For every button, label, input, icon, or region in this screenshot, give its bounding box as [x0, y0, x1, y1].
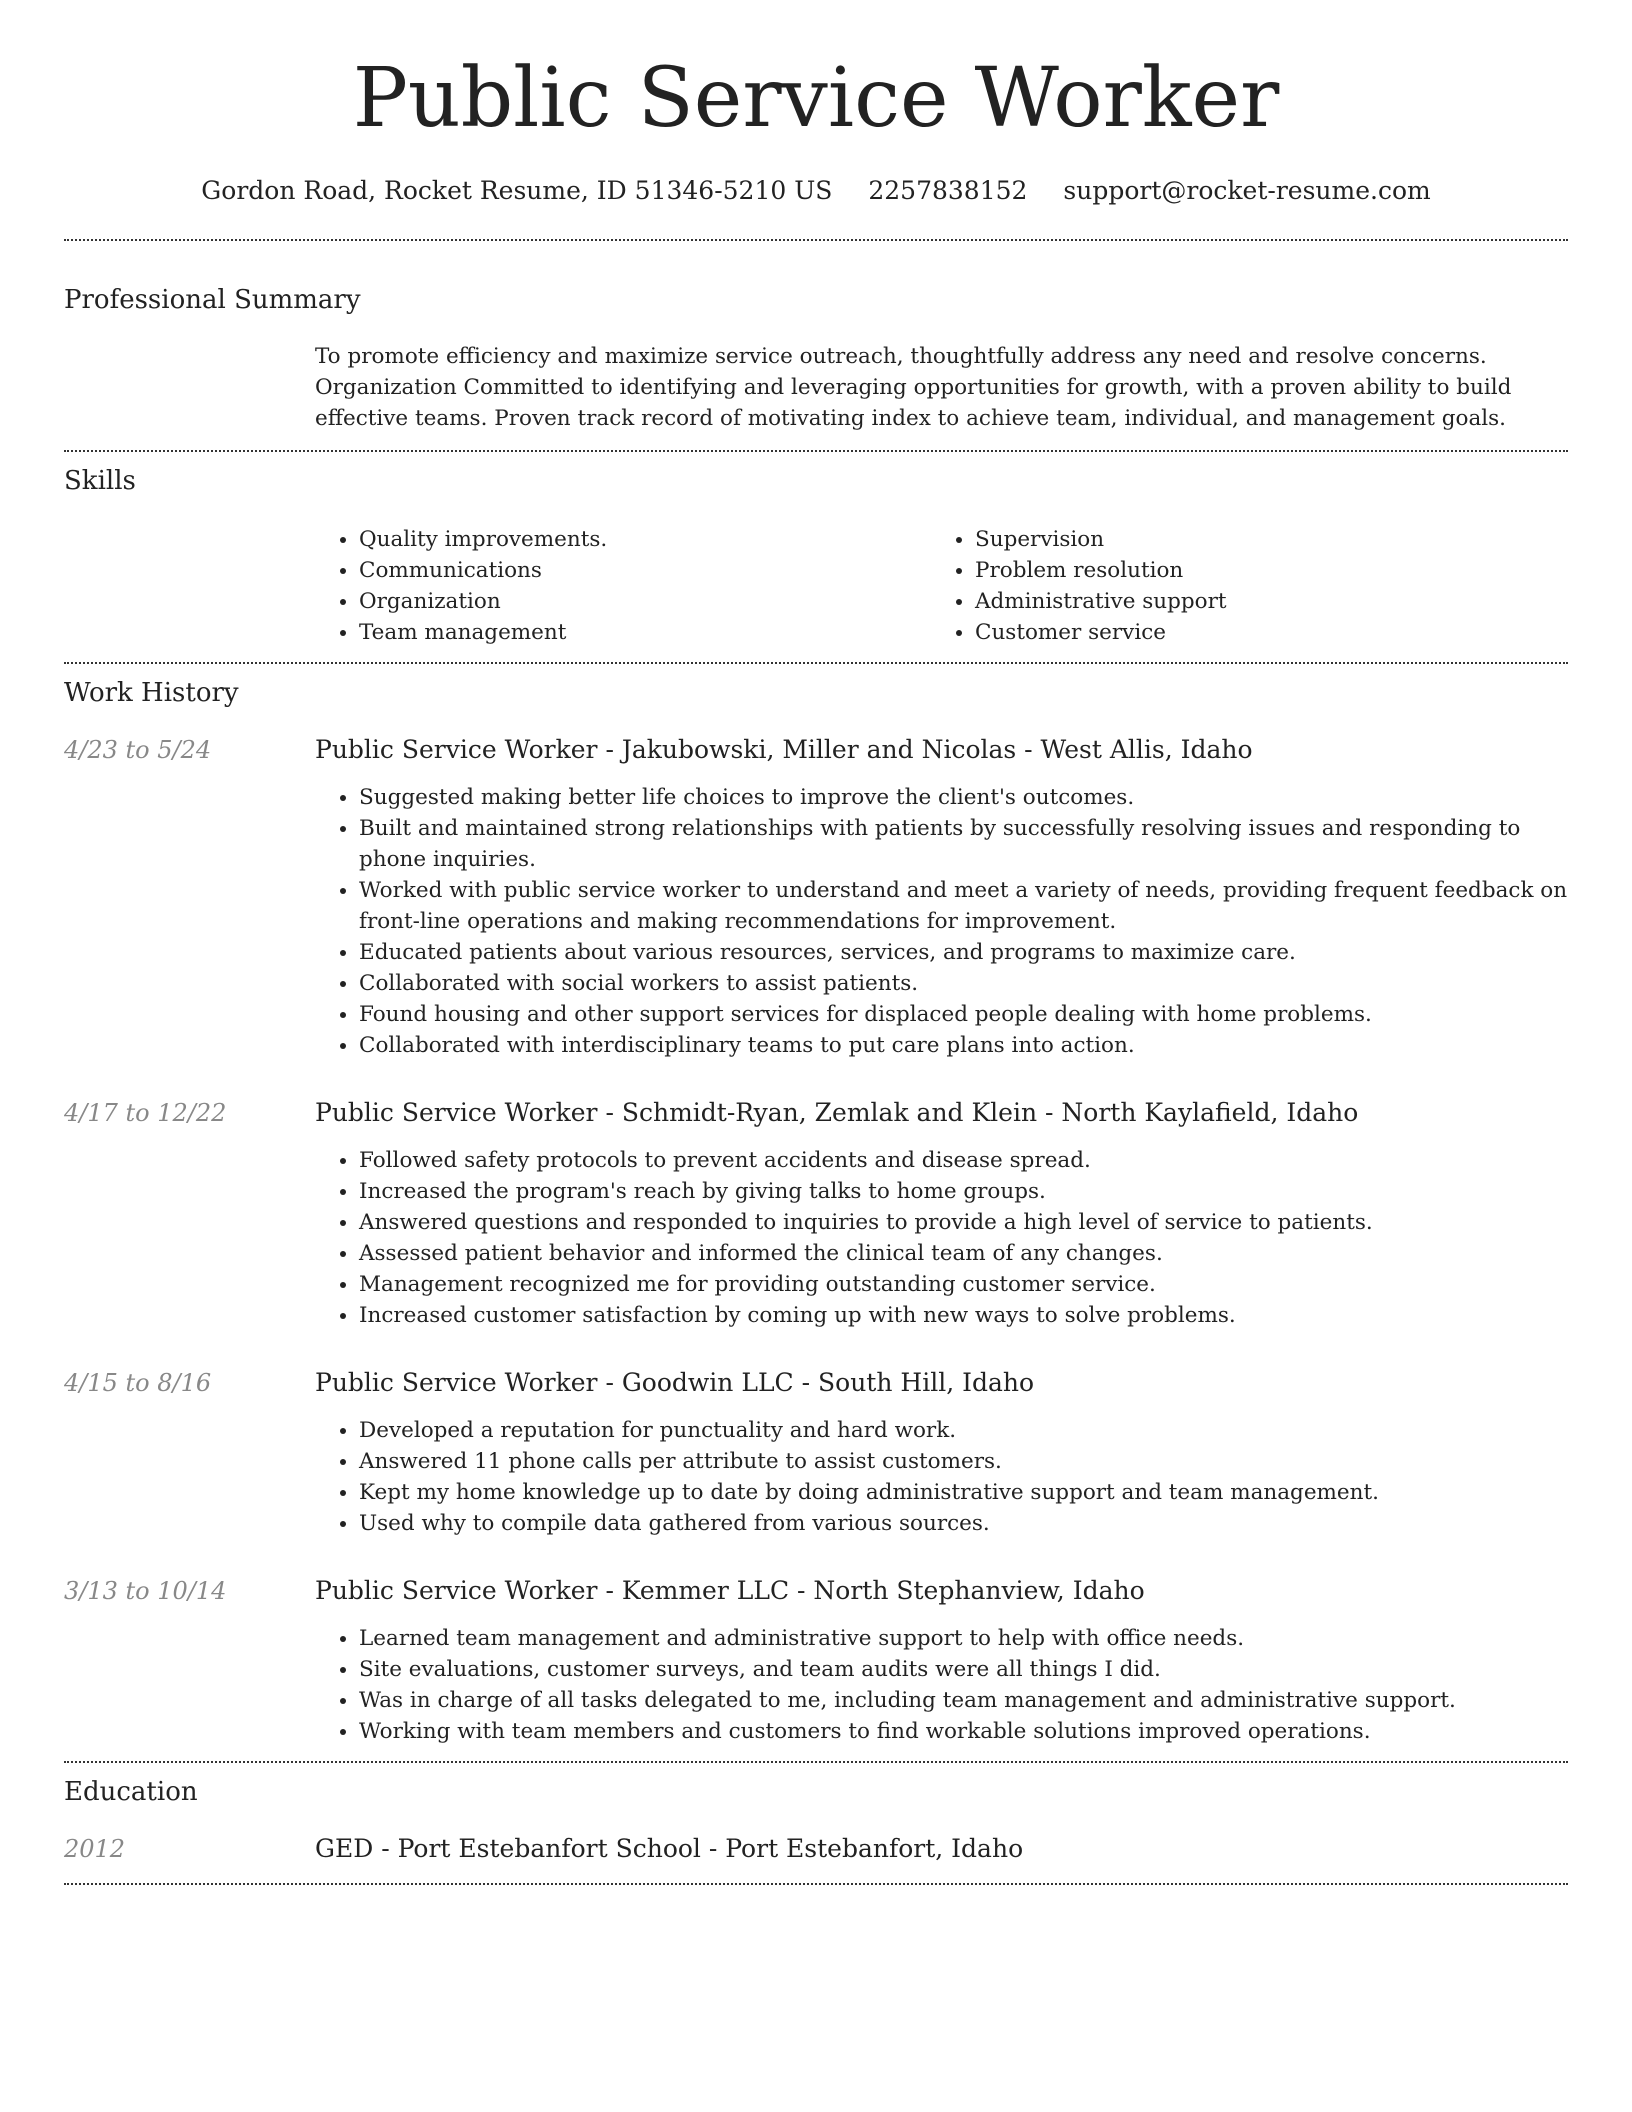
divider [64, 662, 1568, 664]
education-entry [64, 1833, 1568, 1883]
job-title: Public Service Worker - Jakubowski, Miller and Nicolas - West Allis, Idaho [315, 735, 1253, 764]
job-entry [64, 1097, 1568, 1331]
job-bullet: • Was in charge of all tasks delegated to me, including team management and administrative support. [359, 1685, 1568, 1716]
education-section [64, 1777, 1568, 1883]
education-date: 2012 [64, 1835, 126, 1863]
job-date: 4/23 to 5/24 [64, 736, 212, 764]
divider [64, 1761, 1568, 1763]
job-bullet: • Built and maintained strong relationships with patients by successfully resolving issues and responding to phone inquiries. [359, 813, 1568, 875]
job-bullet: • Site evaluations, customer surveys, and team audits were all things I did. [359, 1654, 1568, 1685]
job-bullet: • Collaborated with interdisciplinary teams to put care plans into action. [359, 1030, 1568, 1061]
job-date: 3/13 to 10/14 [64, 1577, 227, 1605]
job-bullet: • Worked with public service worker to understand and meet a variety of needs, providing frequent feedback on front-line operations and making recommendations for improvement. [359, 875, 1568, 937]
job-bullet: • Followed safety protocols to prevent accidents and disease spread. [359, 1145, 1568, 1176]
candidate-name: Public Service Worker [352, 51, 1280, 146]
skills-column-right [931, 524, 1547, 648]
section-title-skills: Skills [64, 466, 136, 496]
education-title: GED - Port Estebanfort School - Port Estebanfort, Idaho [315, 1834, 1024, 1863]
skill-item: • Communications [359, 555, 931, 586]
job-bullet: • Found housing and other support services for displaced people dealing with home problems. [359, 999, 1568, 1030]
skill-item: • Customer service [975, 617, 1547, 648]
skill-item: • Team management [359, 617, 931, 648]
contact-line [64, 176, 1568, 205]
summary-text: To promote efficiency and maximize service outreach, thoughtfully address any need and resolve concerns. Organization Committed to identifying and leveraging opportunities for growth, with a proven ability to build effective teams. Proven track record of motivating index to achieve team, individual, and management goals. [315, 344, 1512, 431]
skills-grid [315, 524, 1568, 662]
section-title-summary: Professional Summary [64, 285, 361, 315]
skill-item: • Problem resolution [975, 555, 1547, 586]
contact-email: support@rocket-resume.com [1063, 176, 1431, 205]
job-title: Public Service Worker - Goodwin LLC - South Hill, Idaho [315, 1368, 1035, 1397]
job-body [315, 734, 1568, 1061]
skill-item: • Organization [359, 586, 931, 617]
job-body [315, 1575, 1568, 1747]
job-body [315, 1097, 1568, 1331]
divider [64, 450, 1568, 452]
job-title: Public Service Worker - Schmidt-Ryan, Zemlak and Klein - North Kaylafield, Idaho [315, 1098, 1359, 1127]
job-bullet: • Used why to compile data gathered from various sources. [359, 1508, 1568, 1539]
job-bullet: • Answered questions and responded to inquiries to provide a high level of service to patients. [359, 1207, 1568, 1238]
skills-column-left [315, 524, 931, 648]
job-date: 4/15 to 8/16 [64, 1369, 212, 1397]
job-bullet: • Collaborated with social workers to assist patients. [359, 968, 1568, 999]
work-history-section [64, 678, 1568, 1761]
section-title-work: Work History [64, 678, 239, 708]
job-bullet: • Increased the program's reach by giving talks to home groups. [359, 1176, 1568, 1207]
skill-item: • Administrative support [975, 586, 1547, 617]
job-body [315, 1367, 1568, 1539]
job-bullet: • Learned team management and administrative support to help with office needs. [359, 1623, 1568, 1654]
job-bullets [315, 782, 1568, 1061]
job-bullet: • Increased customer satisfaction by coming up with new ways to solve problems. [359, 1300, 1568, 1331]
job-bullet: • Management recognized me for providing outstanding customer service. [359, 1269, 1568, 1300]
job-bullet: • Assessed patient behavior and informed the clinical team of any changes. [359, 1238, 1568, 1269]
job-bullets [315, 1415, 1568, 1539]
job-bullets [315, 1623, 1568, 1747]
job-bullet: • Answered 11 phone calls per attribute to assist customers. [359, 1446, 1568, 1477]
skill-item: • Supervision [975, 524, 1547, 555]
job-bullet: • Educated patients about various resources, services, and programs to maximize care. [359, 937, 1568, 968]
job-title: Public Service Worker - Kemmer LLC - North Stephanview, Idaho [315, 1576, 1145, 1605]
job-bullet: • Kept my home knowledge up to date by doing administrative support and team management. [359, 1477, 1568, 1508]
job-bullet: • Suggested making better life choices to improve the client's outcomes. [359, 782, 1568, 813]
job-bullets [315, 1145, 1568, 1331]
divider [64, 239, 1568, 241]
job-bullet: • Developed a reputation for punctuality and hard work. [359, 1415, 1568, 1446]
skill-item: • Quality improvements. [359, 524, 931, 555]
job-entry [64, 1367, 1568, 1539]
contact-phone: 2257838152 [868, 176, 1028, 205]
job-bullet: • Working with team members and customers to find workable solutions improved operations. [359, 1716, 1568, 1747]
divider [64, 1883, 1568, 1885]
contact-address: Gordon Road, Rocket Resume, ID 51346-5210 US [201, 176, 833, 205]
section-title-education: Education [64, 1777, 198, 1807]
job-entry [64, 734, 1568, 1061]
job-entry [64, 1575, 1568, 1761]
professional-summary-section [64, 285, 1568, 450]
skills-section [64, 466, 1568, 662]
job-date: 4/17 to 12/22 [64, 1099, 227, 1127]
